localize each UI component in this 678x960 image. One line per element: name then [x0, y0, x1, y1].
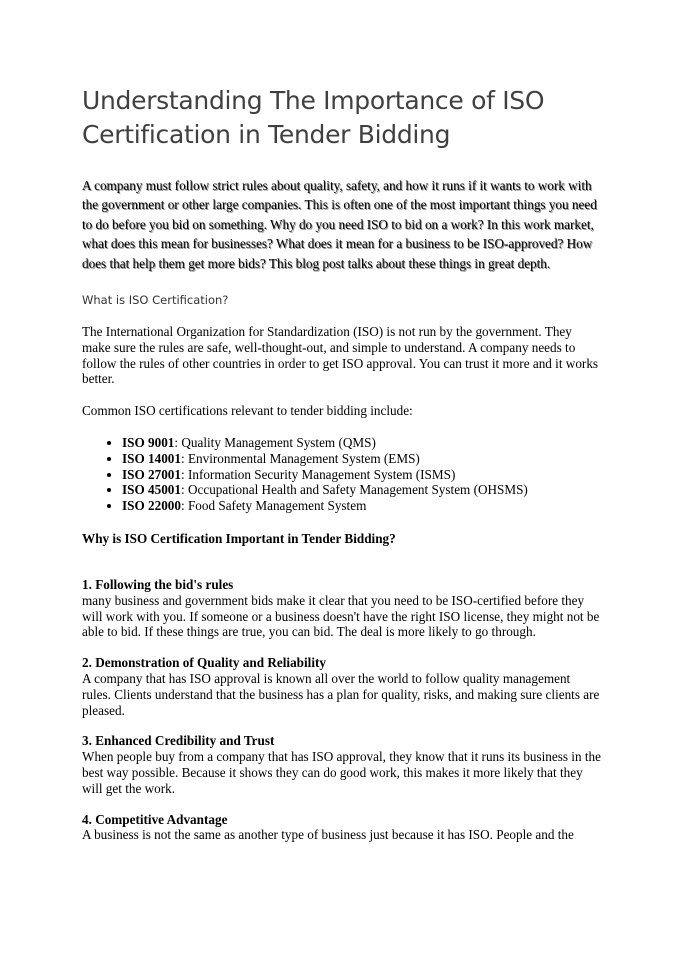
cert-description: : Information Security Management System (ISMS): [181, 466, 456, 482]
cert-description: : Quality Management System (QMS): [174, 435, 376, 451]
certification-list: [82, 435, 602, 514]
cert-code: ISO 27001: [122, 466, 181, 482]
section-heading: 3. Enhanced Credibility and Trust: [82, 733, 275, 749]
section-heading: 2. Demonstration of Quality and Reliability: [82, 655, 326, 671]
section-body: A business is not the same as another type of business just because it has ISO. People and the: [82, 827, 574, 843]
cert-code: ISO 22000: [122, 498, 181, 514]
what-is-iso-paragraph: The International Organization for Standardization (ISO) is not run by the government. They make sure the rules are safe, well-thought-out, and simple to understand. A company needs to follow the rules of other countries in order to get ISO approval. You can trust it more and it works better.: [82, 324, 599, 387]
section-heading: 4. Competitive Advantage: [82, 811, 228, 827]
cert-code: ISO 14001: [122, 450, 181, 466]
intro-paragraph: A company must follow strict rules about quality, safety, and how it runs if it wants to work with the government or other large companies. This is often one of the most important things you need to do before you bid on something. Why do you need ISO to bid on a work? In this work market, what does this mean for businesses? What does it mean for a business to be ISO-approved? How does that help them get more bids? This blog post talks about these things in great depth.: [82, 178, 597, 271]
cert-code: ISO 45001: [122, 482, 181, 498]
cert-description: : Occupational Health and Safety Management System (OHSMS): [181, 482, 528, 498]
document-page: [82, 84, 602, 858]
what-is-iso-heading: What is ISO Certification?: [82, 293, 229, 308]
list-item: [122, 435, 602, 451]
list-item: [122, 498, 602, 514]
list-item: [122, 482, 602, 498]
section-body: many business and government bids make it clear that you need to be ISO-certified before they will work with you. If someone or a business doesn't have the right ISO license, they might not be able to bid. If these things are true, you can bid. The deal is more likely to go through.: [82, 592, 600, 640]
list-item: [122, 467, 602, 483]
section-body: When people buy from a company that has ISO approval, they know that it runs its business in the best way possible. Because it shows they can do good work, this makes it more likely that they will get the work.: [82, 749, 601, 796]
section-body: A company that has ISO approval is known all over the world to follow quality management rules. Clients understand that the business has a plan for quality, risks, and making sure clients are pleased.: [82, 670, 600, 718]
page-title: Understanding The Importance of ISO Certification in Tender Bidding: [82, 86, 545, 149]
cert-description: : Food Safety Management System: [181, 498, 367, 514]
common-certs-intro: Common ISO certifications relevant to tender bidding include:: [82, 403, 413, 419]
why-heading: Why is ISO Certification Important in Tender Bidding?: [82, 531, 396, 546]
section-heading: 1. Following the bid's rules: [82, 577, 234, 592]
cert-code: ISO 9001: [122, 435, 175, 451]
cert-description: : Environmental Management System (EMS): [181, 450, 420, 466]
list-item: [122, 451, 602, 467]
